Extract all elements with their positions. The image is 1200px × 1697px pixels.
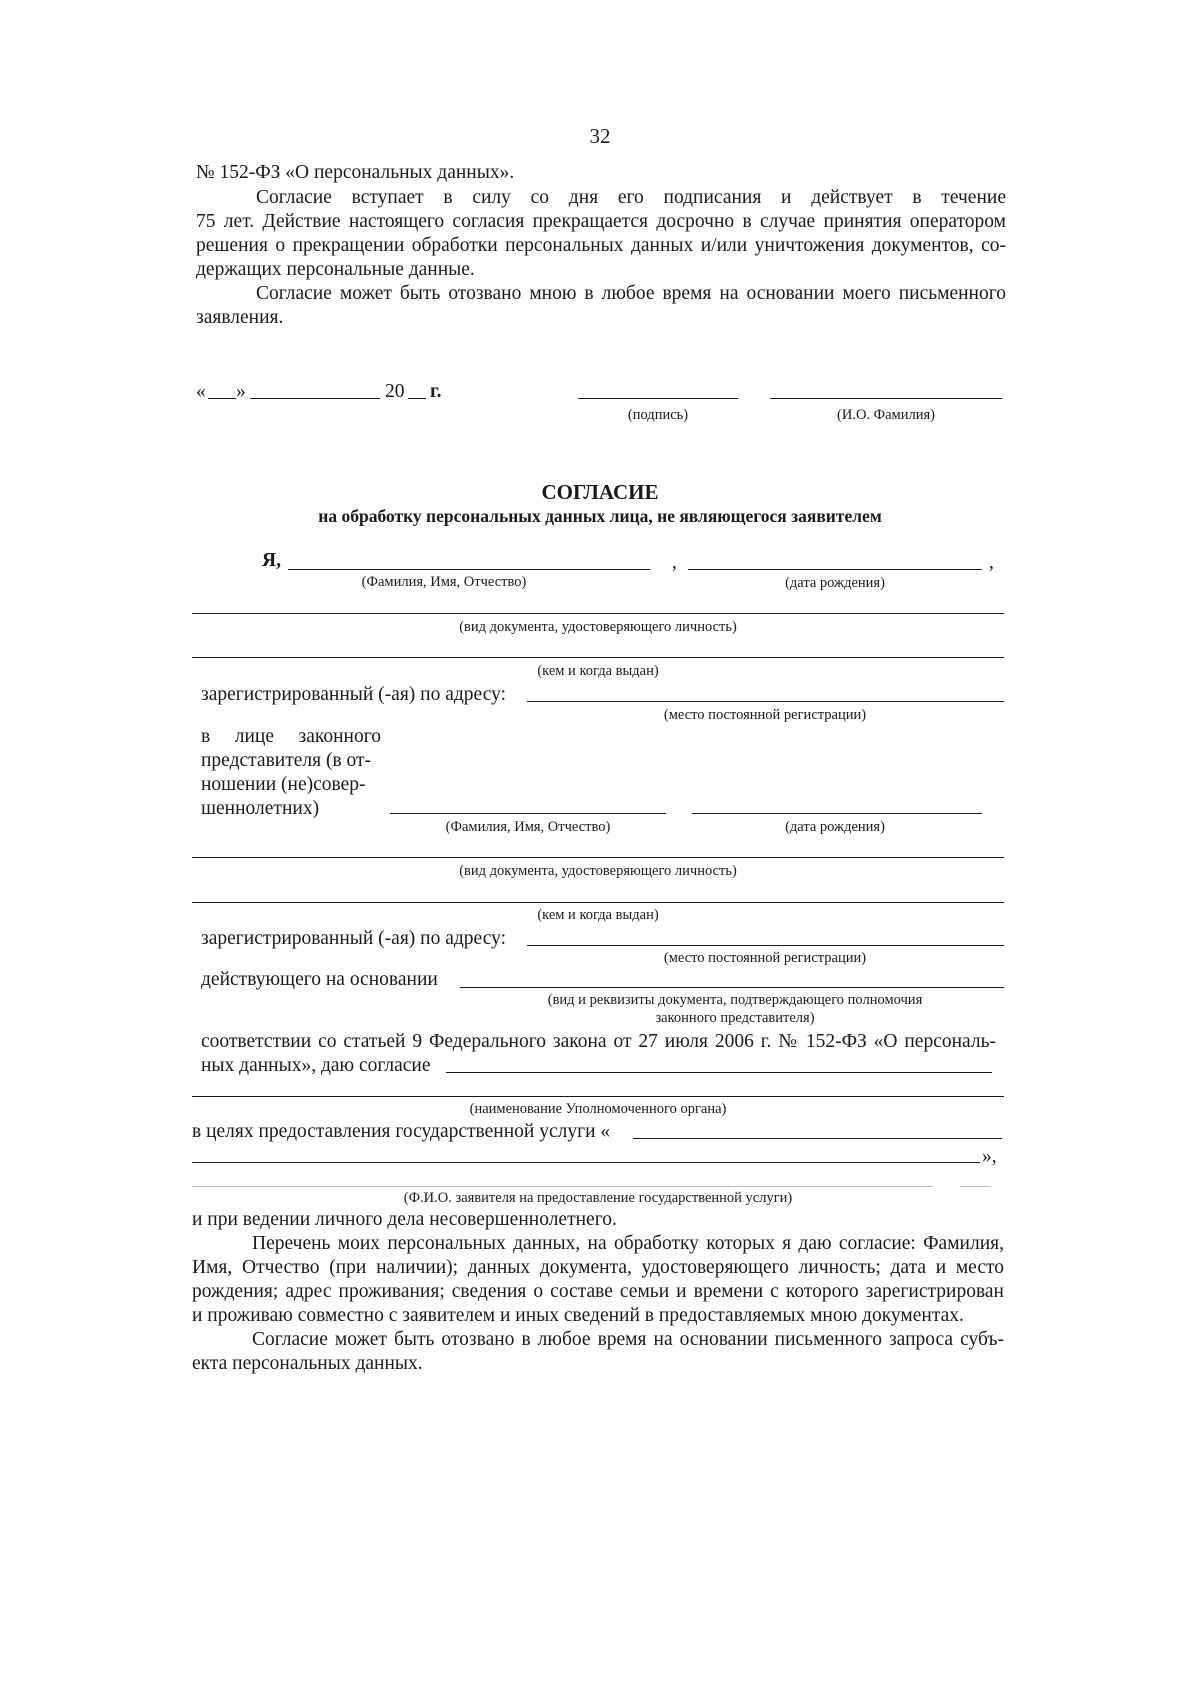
- ya-label: Я,: [262, 550, 281, 571]
- representative-label-line: ношении (не)совер-: [201, 774, 366, 795]
- representative-label-line: шеннолетних): [201, 798, 320, 819]
- acting-label: действующего на основании: [201, 969, 438, 990]
- issued-caption: (кем и когда выдан): [537, 663, 659, 679]
- quote-close: »,: [982, 1146, 997, 1167]
- issued-line: [192, 657, 1004, 658]
- data-list-line: Перечень моих персональных данных, на обработку которых я даю согласие: Фамилия,: [252, 1233, 1004, 1254]
- data-list-line: Имя, Отчество (при наличии); данных документа, удостоверяющего личность; дата и место: [192, 1257, 1004, 1278]
- registered-label: зарегистрированный (-ая) по адресу:: [201, 684, 507, 705]
- revocation-line: екта персональных данных.: [192, 1353, 423, 1374]
- intro-paragraph-line: решения о прекращении обработки персональных данных и/или уничтожения документов, со-: [196, 235, 1006, 256]
- signature-caption: (подпись): [627, 407, 689, 423]
- form-title: СОГЛАСИЕ: [541, 480, 659, 504]
- agency-line: [192, 1096, 1004, 1097]
- personal-file-line: и при ведении личного дела несовершеннолетнего.: [192, 1209, 617, 1230]
- applicant-line: [960, 1186, 990, 1187]
- address-caption: (место постоянной регистрации): [663, 707, 867, 723]
- fio-caption: (И.О. Фамилия): [837, 407, 935, 423]
- comma: ,: [989, 552, 994, 573]
- representative-label-line: представителя (в от-: [201, 750, 372, 771]
- law-statement-line: ных данных», даю согласие: [201, 1055, 431, 1076]
- fio-field-line: [288, 569, 650, 570]
- intro-line: № 152-ФЗ «О персональных данных».: [196, 162, 515, 183]
- date-year-line: [408, 398, 426, 399]
- agency-caption: (наименование Уполномоченного органа): [469, 1101, 727, 1117]
- representative-issued-caption: (кем и когда выдан): [537, 907, 659, 923]
- page-number: 32: [589, 124, 611, 148]
- date-month-line: [250, 398, 380, 399]
- revocation-line: Согласие может быть отозвано в любое время на основании письменного запроса субъ-: [252, 1329, 1004, 1350]
- date-g: г.: [430, 381, 442, 402]
- representative-label-line: в лице законного: [201, 726, 381, 747]
- applicant-caption: (Ф.И.О. заявителя на предоставление государственной услуги): [403, 1190, 793, 1206]
- intro-paragraph-line: 75 лет. Действие настоящего согласия прекращается досрочно в случае принятия оператором: [196, 211, 1006, 232]
- date-year: 20: [385, 381, 405, 402]
- date-open-quote: «: [196, 381, 206, 402]
- agency-line: [446, 1072, 992, 1073]
- service-line: [633, 1138, 1002, 1139]
- id-doc-line: [192, 613, 1004, 614]
- comma: ,: [672, 552, 677, 573]
- authority-doc-line: [460, 987, 1004, 988]
- representative-fio-line: [390, 813, 666, 814]
- fio-line: [770, 398, 1002, 399]
- data-list-line: и проживаю совместно с заявителем и иных сведений в предоставляемых мною документах.: [192, 1305, 964, 1326]
- revocation-paragraph-line: Согласие может быть отозвано мною в любое время на основании моего письменного: [256, 283, 1006, 304]
- representative-id-doc-line: [192, 857, 1004, 858]
- data-list-line: рождения; адрес проживания; сведения о составе семьи и времени с которого зарегистрирован: [192, 1281, 1004, 1302]
- form-subtitle: на обработку персональных данных лица, не являющегося заявителем: [318, 506, 882, 526]
- representative-address-caption: (место постоянной регистрации): [663, 950, 867, 966]
- fio-caption: (Фамилия, Имя, Отчество): [361, 574, 527, 590]
- id-doc-caption: (вид документа, удостоверяющего личность): [459, 619, 737, 635]
- law-statement-line: соответствии со статьей 9 Федерального закона от 27 июля 2006 г. № 152-ФЗ «О персональ-: [201, 1031, 996, 1052]
- applicant-line: [192, 1186, 932, 1187]
- purpose-label: в целях предоставления государственной услуги «: [192, 1121, 611, 1142]
- service-line: [192, 1162, 980, 1163]
- representative-registered-label: зарегистрированный (-ая) по адресу:: [201, 928, 507, 949]
- representative-id-doc-caption: (вид документа, удостоверяющего личность): [459, 863, 737, 879]
- representative-address-line: [527, 945, 1004, 946]
- authority-caption: законного представителя): [655, 1010, 815, 1026]
- representative-fio-caption: (Фамилия, Имя, Отчество): [445, 819, 611, 835]
- intro-paragraph-line: держащих персональные данные.: [196, 259, 475, 280]
- signature-line: [578, 398, 738, 399]
- authority-caption: (вид и реквизиты документа, подтверждающего полномочия: [547, 992, 923, 1008]
- representative-birth-caption: (дата рождения): [785, 819, 885, 835]
- birth-caption: (дата рождения): [785, 575, 885, 591]
- representative-birth-line: [692, 813, 982, 814]
- intro-paragraph-line: Согласие вступает в силу со дня его подписания и действует в течение: [256, 187, 1006, 208]
- address-line: [527, 701, 1004, 702]
- date-close-quote: »: [236, 381, 246, 402]
- date-day-line: [208, 398, 236, 399]
- birth-field-line: [688, 569, 982, 570]
- revocation-paragraph-line: заявления.: [196, 307, 284, 328]
- representative-issued-line: [192, 902, 1004, 903]
